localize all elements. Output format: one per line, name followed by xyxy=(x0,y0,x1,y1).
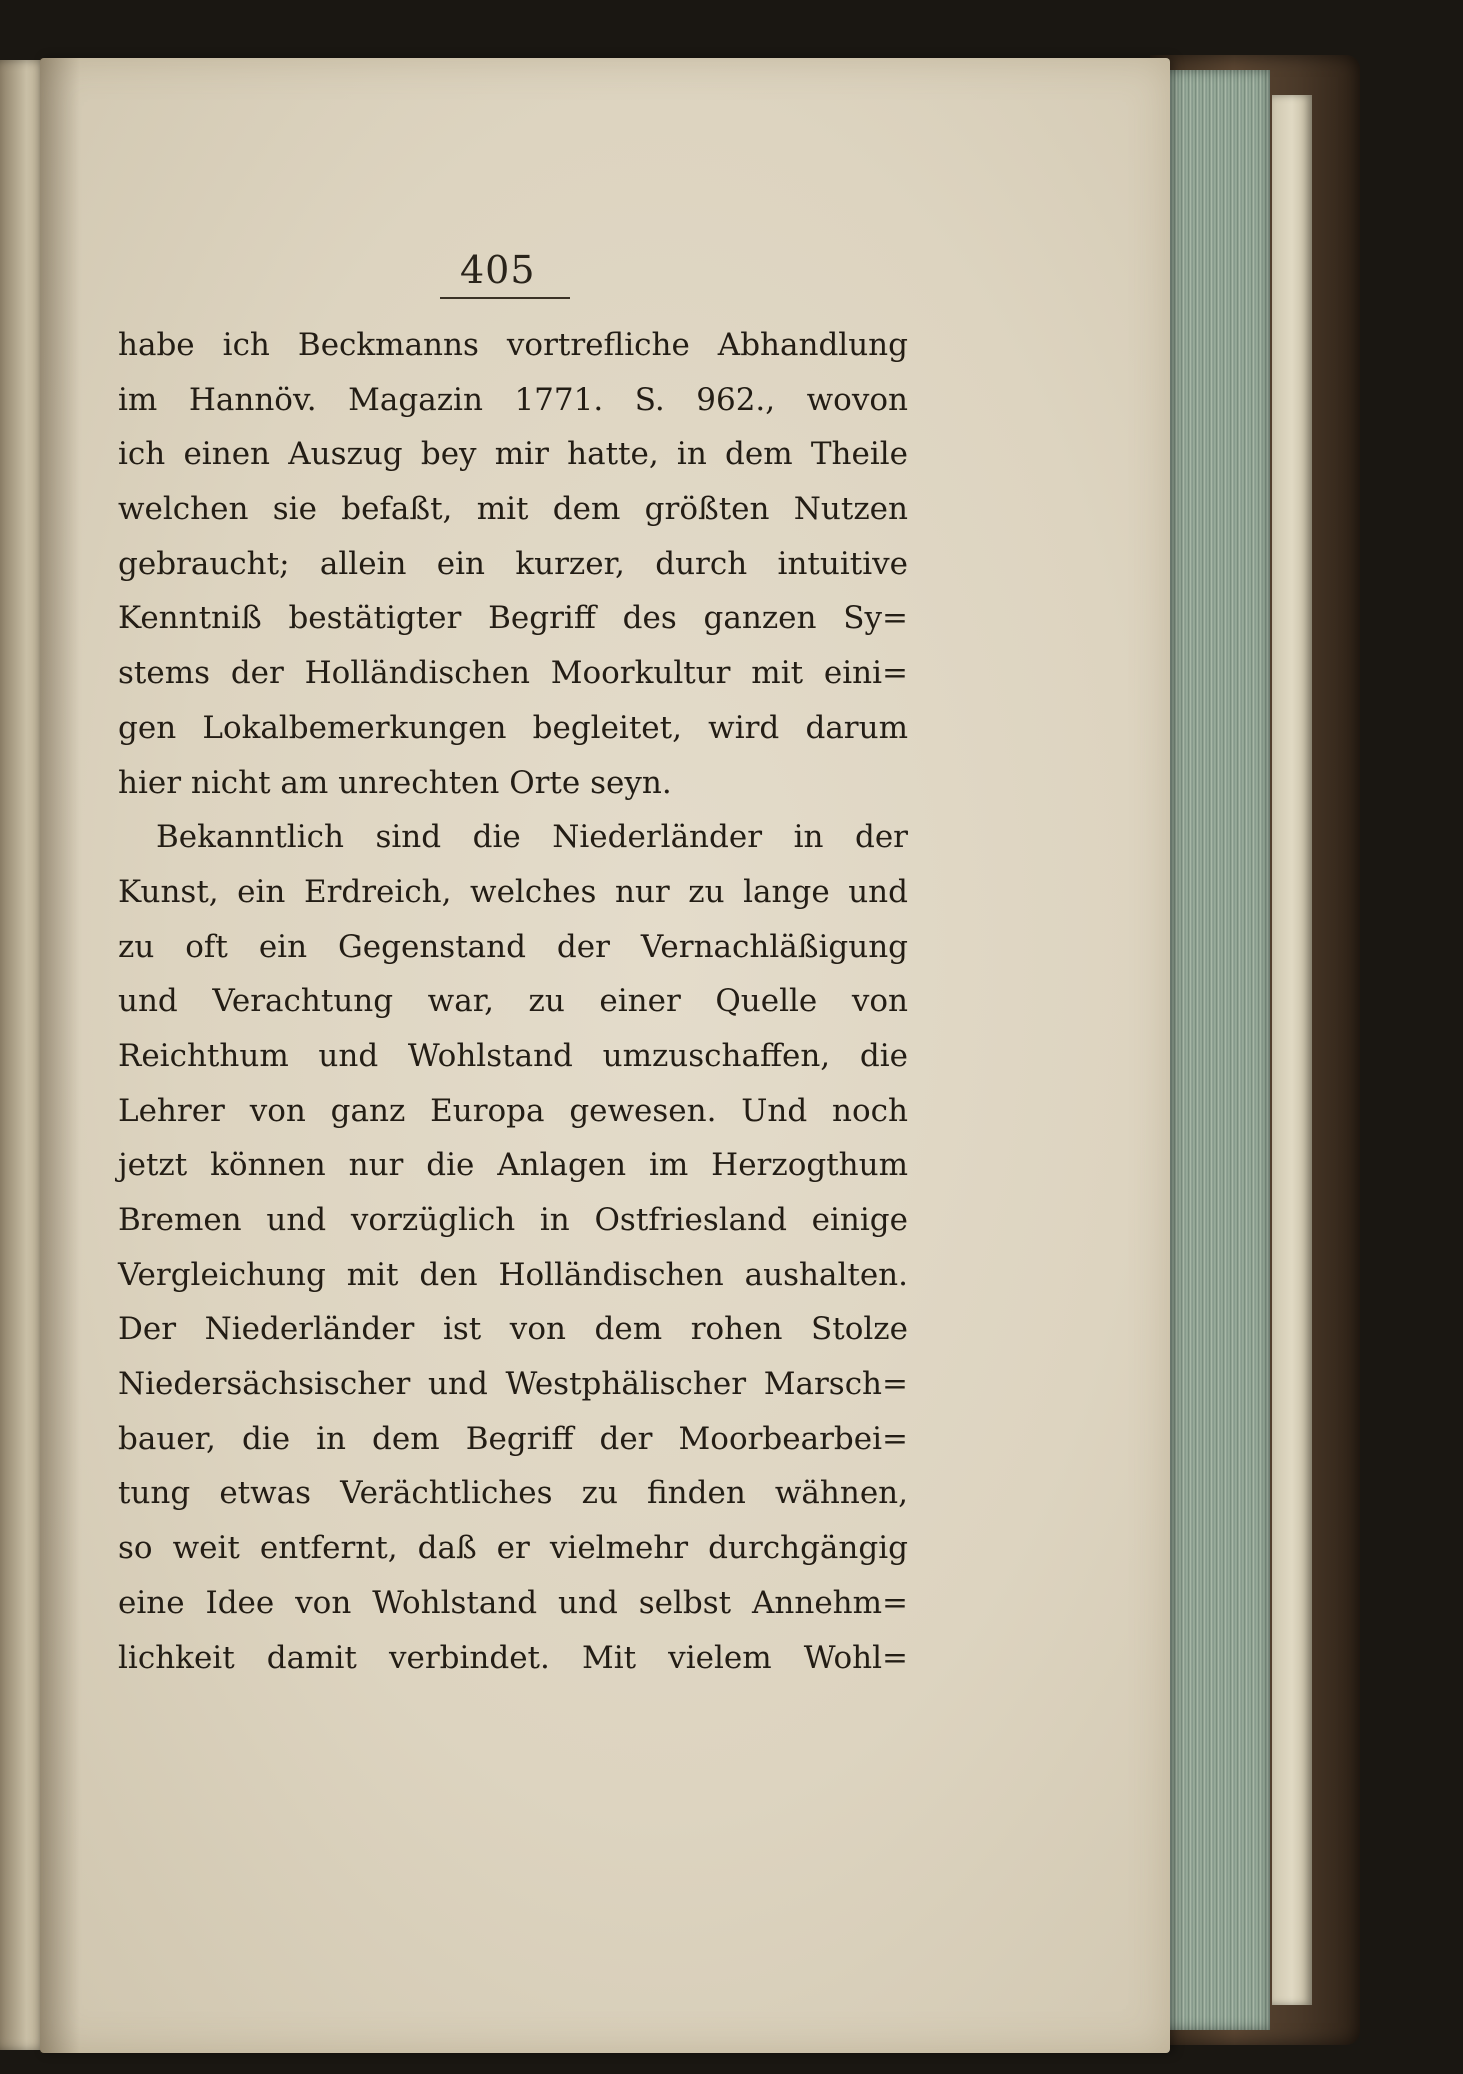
text-line: Bremen und vorzüglich in Ostfriesland einige xyxy=(118,1202,908,1238)
text-line: im Hannöv. Magazin 1771. S. 962., wovon xyxy=(118,381,908,418)
text-line: hier nicht am unrechten Orte seyn. xyxy=(118,764,672,801)
text-line: und Verachtung war, zu einer Quelle von xyxy=(118,983,908,1020)
page-number: 405 xyxy=(460,248,536,292)
text-line: Der Niederländer ist von dem rohen Stolze xyxy=(118,1311,908,1348)
text-line: so weit entfernt, daß er vielmehr durchgängig xyxy=(118,1530,908,1567)
text-line: eine Idee von Wohlstand und selbst Annehm= xyxy=(118,1584,908,1621)
text-line: Vergleichung mit den Holländischen aushalten. xyxy=(118,1256,908,1293)
text-line: Niedersächsischer und Westphälischer Marsch= xyxy=(118,1366,908,1403)
text-line: tung etwas Verächtliches zu finden wähnen, xyxy=(118,1475,908,1512)
text-line: bauer, die in dem Begriff der Moorbearbei= xyxy=(118,1420,908,1457)
text-line: welchen sie befaßt, mit dem größten Nutzen xyxy=(118,491,908,528)
gutter-shadow xyxy=(40,58,80,2053)
text-line: lichkeit damit verbindet. Mit vielem Wohl= xyxy=(118,1639,908,1676)
text-line: jetzt können nur die Anlagen im Herzogthum xyxy=(118,1147,908,1184)
text-line: Reichthum und Wohlstand umzuschaffen, die xyxy=(118,1037,908,1074)
endpaper xyxy=(1272,95,1312,2005)
text-line: Bekanntlich sind die Niederländer in der xyxy=(156,819,908,856)
text-line: Kenntniß bestätigter Begriff des ganzen Sy= xyxy=(118,600,908,637)
text-line: zu oft ein Gegenstand der Vernachläßigung xyxy=(118,928,908,965)
page-number-rule xyxy=(440,297,570,299)
text-line: gen Lokalbemerkungen begleitet, wird darum xyxy=(118,709,908,746)
text-line: Lehrer von ganz Europa gewesen. Und noch xyxy=(118,1092,908,1129)
text-line: stems der Holländischen Moorkultur mit eini= xyxy=(118,655,908,692)
text-line: ich einen Auszug bey mir hatte, in dem Theile xyxy=(118,436,908,473)
text-line: gebraucht; allein ein kurzer, durch intuitive xyxy=(118,545,908,582)
text-line: Kunst, ein Erdreich, welches nur zu lange und xyxy=(118,873,908,910)
body-text xyxy=(118,318,908,1685)
text-line: habe ich Beckmanns vortrefliche Abhandlung xyxy=(118,327,908,363)
